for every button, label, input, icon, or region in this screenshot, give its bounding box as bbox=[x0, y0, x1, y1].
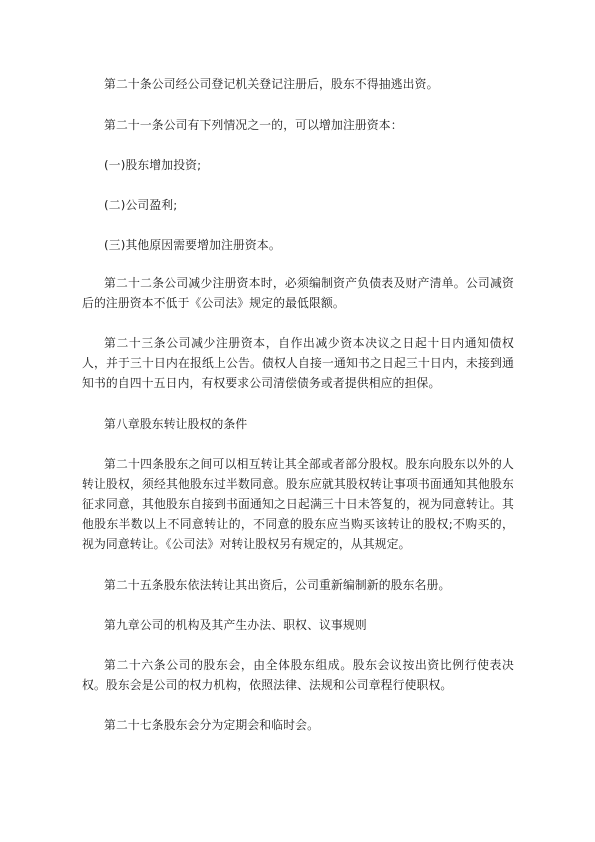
article-23-paragraph: 第二十三条公司减少注册资本，自作出减少资本决议之日起十日内通知债权人，并于三十日内在报纸上公告。债权人自接一通知书之日起三十日内，未接到通知书的自四十五日内，有权要求公司清偿债务或者提供相应的担保。 bbox=[82, 336, 514, 390]
list-item-company-profit: (二)公司盈利; bbox=[104, 198, 178, 212]
article-26-paragraph: 第二十六条公司的股东会，由全体股东组成。股东会议按出资比例行使表决权。股东会是公司的权力机构，依照法律、法规和公司章程行使职权。 bbox=[82, 658, 514, 692]
chapter-9-heading: 第九章公司的机构及其产生办法、职权、议事规则 bbox=[104, 618, 367, 632]
article-21-paragraph: 第二十一条公司有下列情况之一的，可以增加注册资本： bbox=[104, 118, 403, 132]
article-27-paragraph: 第二十七条股东会分为定期会和临时会。 bbox=[104, 718, 320, 732]
list-item-increase-investment: (一)股东增加投资; bbox=[104, 158, 202, 172]
article-25-paragraph: 第二十五条股东依法转让其出资后，公司重新编制新的股东名册。 bbox=[104, 578, 451, 592]
chapter-8-heading: 第八章股东转让股权的条件 bbox=[104, 417, 248, 431]
article-20-paragraph: 第二十条公司经公司登记机关登记注册后，股东不得抽逃出资。 bbox=[104, 77, 439, 91]
article-22-paragraph: 第二十二条公司减少注册资本时，必须编制资产负债表及财产清单。公司减资后的注册资本不低于《公司法》规定的最低限额。 bbox=[82, 276, 514, 310]
list-item-other-reasons: (三)其他原因需要增加注册资本。 bbox=[104, 238, 281, 252]
article-24-paragraph: 第二十四条股东之间可以相互转让其全部或者部分股权。股东向股东以外的人转让股权，须经其他股东过半数同意。股东应就其股权转让事项书面通知其他股东征求同意，其他股东自接到书面通知之日起满三十日未答复的，视为同意转让。其他股东半数以上不同意转让的，不同意的股东应当购买该转让的股权;不购买的，视为同意转让。《公司法》对转让股权另有规定的，从其规定。 bbox=[82, 457, 514, 551]
